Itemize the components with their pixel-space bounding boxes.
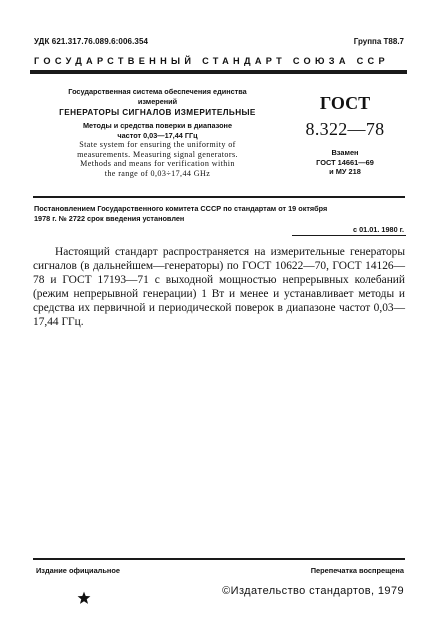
system-line-1: Государственная система обеспечения единства [68, 87, 247, 96]
replaces-line-1: ГОСТ 14661—69 [316, 157, 374, 167]
methods-line-2: частот 0,03—17,44 ГГц [117, 131, 198, 140]
english-line-2: measurements. Measuring signal generators. [77, 149, 238, 159]
reprint-prohibited-label: Перепечатка воспрещена [310, 566, 404, 575]
effective-date: с 01.01. 1980 г. [353, 225, 404, 234]
star-icon [77, 591, 91, 605]
body-paragraph: Настоящий стандарт распространяется на измерительные генераторы сигналов (в дальнейшем—генераторы) по ГОСТ 10622—70, ГОСТ 14126—78 и ГОСТ 17193—71 с выходной мощностью непрерывных колебаний (режим непрерывной генерации) 1 Вт и менее и устанавливает методы и средства их первичной и периодической поверок в диапазоне частот 0,03—17,44 ГГц. [33, 246, 405, 328]
decree-line-1: Постановлением Государственного комитета СССР по стандартам от 19 октября [34, 204, 328, 213]
standard-heading: ГОСУДАРСТВЕННЫЙ СТАНДАРТ СОЮЗА ССР [34, 56, 389, 66]
gost-designation [290, 92, 400, 177]
gost-number: 8.322—78 [305, 119, 385, 139]
title-rule [33, 196, 405, 198]
replaces-block [290, 148, 400, 177]
english-line-1: State system for ensuring the uniformity of [79, 140, 236, 149]
standard-name: ГЕНЕРАТОРЫ СИГНАЛОВ ИЗМЕРИТЕЛЬНЫЕ [59, 108, 256, 117]
system-line-2: измерений [137, 97, 178, 106]
group-code: Группа Т88.7 [353, 37, 404, 46]
methods-line-1: Методы и средства поверки в диапазоне [82, 121, 233, 130]
effective-date-rule [292, 235, 406, 236]
decree-line-2: 1978 г. № 2722 срок введения установлен [34, 214, 185, 223]
publisher-copyright: ©Издательство стандартов, 1979 [222, 585, 404, 597]
official-edition-label: Издание официальное [36, 566, 121, 575]
header-rule [30, 70, 407, 74]
english-line-4: the range of 0,03÷17,44 GHz [104, 168, 211, 178]
english-title [40, 140, 275, 178]
replaces-label: Взамен [331, 148, 359, 157]
english-line-3: Methods and means for verification within [80, 159, 235, 169]
gost-label: ГОСТ [319, 93, 371, 113]
title-block [40, 87, 275, 141]
replaces-line-2: и МУ 218 [329, 167, 361, 176]
decree [34, 204, 406, 224]
footer-rule [33, 558, 405, 560]
udk-code: УДК 621.317.76.089.6:006.354 [34, 37, 149, 46]
